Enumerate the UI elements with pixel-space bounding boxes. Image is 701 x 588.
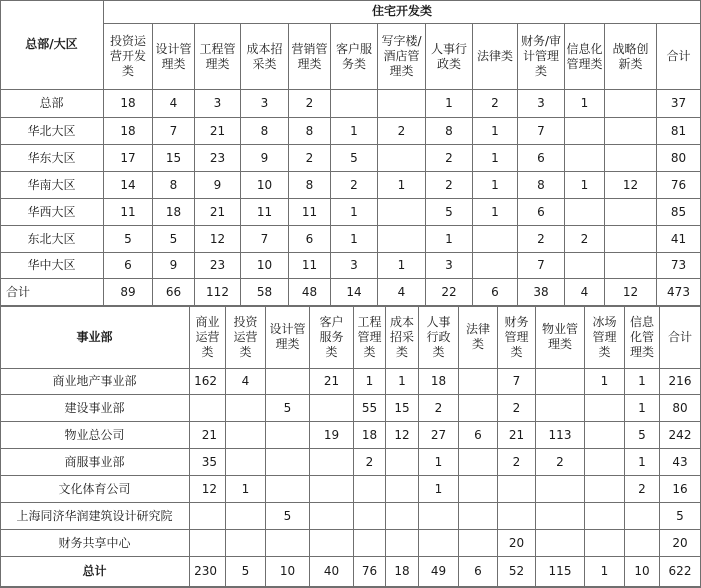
table-cell: [536, 530, 585, 557]
row-label: 物业总公司: [0, 422, 190, 449]
table-cell: [585, 395, 625, 422]
division-header: 事业部: [0, 306, 190, 369]
table-cell: 52: [498, 557, 536, 587]
table-cell: 18: [354, 422, 386, 449]
table-cell: 8: [289, 118, 331, 145]
row-label: 华中大区: [0, 253, 104, 279]
table-cell: 17: [104, 145, 153, 172]
table-cell: [266, 476, 310, 503]
column-header: 战略创 新类: [605, 24, 657, 90]
table-cell: [226, 449, 266, 476]
table-cell: 1: [585, 369, 625, 395]
table-cell: [310, 449, 354, 476]
table-cell: [585, 476, 625, 503]
table-cell: [378, 145, 426, 172]
table-cell: 112: [195, 279, 241, 306]
column-header: 工程管 理类: [195, 24, 241, 90]
table-cell: [226, 530, 266, 557]
table-cell: [605, 90, 657, 118]
table-cell: 18: [104, 118, 153, 145]
table-cell: [378, 199, 426, 226]
table-cell: 18: [104, 90, 153, 118]
table-cell: 15: [386, 395, 419, 422]
table-cell: [226, 422, 266, 449]
table-cell: 12: [605, 172, 657, 199]
table-cell: 2: [518, 226, 565, 253]
table-cell: [310, 530, 354, 557]
table-cell: [605, 199, 657, 226]
table-cell: 11: [104, 199, 153, 226]
table-cell: 3: [426, 253, 473, 279]
column-header: 信息 化管 理类: [625, 306, 660, 369]
row-label: 上海同济华润建筑设计研究院: [0, 503, 190, 530]
table-cell: 18: [419, 369, 459, 395]
table-cell: 12: [195, 226, 241, 253]
table-cell: [354, 476, 386, 503]
table-cell: 1: [378, 172, 426, 199]
table-cell: [354, 503, 386, 530]
table-cell: 115: [536, 557, 585, 587]
table-cell: 1: [473, 145, 518, 172]
table-cell: 5: [104, 226, 153, 253]
table-cell: 2: [498, 449, 536, 476]
row-label: 商服事业部: [0, 449, 190, 476]
table-cell: 162: [190, 369, 226, 395]
table-cell: [190, 530, 226, 557]
table-cell: 3: [241, 90, 289, 118]
table-cell: 81: [657, 118, 701, 145]
table-cell: 20: [498, 530, 536, 557]
table-cell: 2: [426, 172, 473, 199]
table-cell: 1: [331, 199, 378, 226]
table-cell: 1: [473, 199, 518, 226]
table-cell: 1: [473, 172, 518, 199]
table-cell: 10: [266, 557, 310, 587]
table-cell: [378, 226, 426, 253]
table-cell: 20: [660, 530, 701, 557]
column-header: 设计管 理类: [266, 306, 310, 369]
table-cell: 22: [426, 279, 473, 306]
table-cell: [226, 395, 266, 422]
table-cell: 6: [473, 279, 518, 306]
table-cell: [585, 530, 625, 557]
table-cell: 73: [657, 253, 701, 279]
table-cell: 23: [195, 145, 241, 172]
row-label: 东北大区: [0, 226, 104, 253]
table-cell: 80: [657, 145, 701, 172]
table-cell: [459, 449, 498, 476]
table-cell: 14: [104, 172, 153, 199]
table-cell: 4: [565, 279, 605, 306]
table-cell: 8: [241, 118, 289, 145]
table-cell: 7: [498, 369, 536, 395]
table-cell: 12: [190, 476, 226, 503]
table-cell: 1: [226, 476, 266, 503]
table-cell: 11: [241, 199, 289, 226]
table-cell: 21: [190, 422, 226, 449]
table-cell: 16: [660, 476, 701, 503]
table-cell: 8: [153, 172, 195, 199]
table-cell: 2: [536, 449, 585, 476]
row-label: 总计: [0, 557, 190, 587]
table-cell: 35: [190, 449, 226, 476]
row-label: 华西大区: [0, 199, 104, 226]
column-header: 人事 行政 类: [419, 306, 459, 369]
table-cell: 21: [498, 422, 536, 449]
row-label: 商业地产事业部: [0, 369, 190, 395]
table-cell: 1: [426, 226, 473, 253]
table-cell: [354, 530, 386, 557]
table-cell: 21: [310, 369, 354, 395]
row-label: 华北大区: [0, 118, 104, 145]
table-cell: [473, 253, 518, 279]
table-cell: 48: [289, 279, 331, 306]
table-cell: 41: [657, 226, 701, 253]
region-header: 总部/大区: [0, 0, 104, 90]
table-cell: 9: [241, 145, 289, 172]
table-cell: [190, 395, 226, 422]
column-header: 财务 管理 类: [498, 306, 536, 369]
table-cell: 1: [565, 172, 605, 199]
table-cell: [565, 253, 605, 279]
column-header: 营销管 理类: [289, 24, 331, 90]
column-header: 法律 类: [459, 306, 498, 369]
table-cell: [459, 395, 498, 422]
table-cell: [266, 422, 310, 449]
table-cell: [386, 476, 419, 503]
table-cell: [386, 503, 419, 530]
column-header: 财务/审 计管理 类: [518, 24, 565, 90]
table-cell: 12: [386, 422, 419, 449]
table-cell: 1: [625, 449, 660, 476]
table-cell: [565, 118, 605, 145]
table-cell: [605, 253, 657, 279]
row-label: 合计: [0, 279, 104, 306]
table-cell: [498, 476, 536, 503]
table-cell: 21: [195, 118, 241, 145]
table-cell: 5: [226, 557, 266, 587]
column-header: 合计: [657, 24, 701, 90]
table-cell: 1: [378, 253, 426, 279]
table-cell: 4: [226, 369, 266, 395]
table-cell: 1: [331, 118, 378, 145]
table-cell: 5: [426, 199, 473, 226]
table-cell: 18: [153, 199, 195, 226]
table-cell: 5: [153, 226, 195, 253]
row-label: 总部: [0, 90, 104, 118]
table-cell: [310, 395, 354, 422]
table-cell: [459, 530, 498, 557]
table-cell: 216: [660, 369, 701, 395]
table-cell: 7: [518, 253, 565, 279]
table-cell: 2: [354, 449, 386, 476]
column-header: 投资运 营开发 类: [104, 24, 153, 90]
table-cell: [605, 145, 657, 172]
table-cell: 9: [153, 253, 195, 279]
table-cell: 2: [498, 395, 536, 422]
row-label: 华东大区: [0, 145, 104, 172]
table-cell: [226, 503, 266, 530]
table-cell: [625, 530, 660, 557]
table-cell: 2: [565, 226, 605, 253]
group-header-residential: 住宅开发类: [104, 0, 701, 24]
column-header: 法律类: [473, 24, 518, 90]
table-cell: [625, 503, 660, 530]
table-cell: 230: [190, 557, 226, 587]
table-cell: 622: [660, 557, 701, 587]
table-cell: [190, 503, 226, 530]
table-cell: 1: [426, 90, 473, 118]
row-label: 华南大区: [0, 172, 104, 199]
column-header: 投资 运营 类: [226, 306, 266, 369]
table-cell: 58: [241, 279, 289, 306]
column-header: 成本招 采类: [241, 24, 289, 90]
column-header: 信息化 管理类: [565, 24, 605, 90]
table-cell: 49: [419, 557, 459, 587]
table-cell: [536, 503, 585, 530]
row-label: 文化体育公司: [0, 476, 190, 503]
table-cell: 43: [660, 449, 701, 476]
table-cell: [536, 476, 585, 503]
table-cell: 5: [266, 503, 310, 530]
table-cell: 113: [536, 422, 585, 449]
row-label: 建设事业部: [0, 395, 190, 422]
table-cell: 8: [518, 172, 565, 199]
table-cell: 1: [625, 395, 660, 422]
table-cell: 76: [354, 557, 386, 587]
table-cell: 15: [153, 145, 195, 172]
table-cell: 89: [104, 279, 153, 306]
table-cell: 11: [289, 253, 331, 279]
table-cell: 10: [241, 172, 289, 199]
table-cell: [331, 90, 378, 118]
table-cell: [498, 503, 536, 530]
table-cell: 6: [518, 199, 565, 226]
table-cell: 2: [289, 145, 331, 172]
table-cell: 18: [386, 557, 419, 587]
table-cell: 1: [625, 369, 660, 395]
table-cell: 9: [195, 172, 241, 199]
table-cell: 473: [657, 279, 701, 306]
table-cell: 80: [660, 395, 701, 422]
table-cell: 3: [195, 90, 241, 118]
table-cell: 1: [473, 118, 518, 145]
table-cell: 5: [660, 503, 701, 530]
table-cell: 2: [426, 145, 473, 172]
table-cell: 66: [153, 279, 195, 306]
table-cell: 7: [518, 118, 565, 145]
column-header: 客户 服务 类: [310, 306, 354, 369]
column-header: 成本 招采 类: [386, 306, 419, 369]
table-cell: [536, 395, 585, 422]
column-header: 工程 管理 类: [354, 306, 386, 369]
table-cell: 2: [419, 395, 459, 422]
table-cell: [565, 145, 605, 172]
column-header: 合计: [660, 306, 701, 369]
table-cell: [419, 530, 459, 557]
table-cell: [473, 226, 518, 253]
table-cell: 27: [419, 422, 459, 449]
table-cell: 85: [657, 199, 701, 226]
table-cell: 8: [426, 118, 473, 145]
table-cell: 10: [625, 557, 660, 587]
table-cell: 14: [331, 279, 378, 306]
table-cell: 40: [310, 557, 354, 587]
table-cell: 7: [153, 118, 195, 145]
table-cell: [605, 226, 657, 253]
table-cell: 1: [565, 90, 605, 118]
table-cell: 5: [625, 422, 660, 449]
table-cell: 5: [266, 395, 310, 422]
table-cell: [459, 476, 498, 503]
table-cell: 3: [518, 90, 565, 118]
table-cell: [459, 369, 498, 395]
table-cell: [419, 503, 459, 530]
table-cell: 4: [153, 90, 195, 118]
table-cell: 10: [241, 253, 289, 279]
table-cell: 6: [459, 557, 498, 587]
table-cell: [585, 503, 625, 530]
table-cell: [310, 476, 354, 503]
table-cell: 6: [289, 226, 331, 253]
table-cell: [565, 199, 605, 226]
table-cell: 3: [331, 253, 378, 279]
table-cell: [536, 369, 585, 395]
table-cell: 5: [331, 145, 378, 172]
table-cell: 242: [660, 422, 701, 449]
column-header: 写字楼/ 酒店管 理类: [378, 24, 426, 90]
table-cell: 1: [331, 226, 378, 253]
table-cell: 2: [473, 90, 518, 118]
table-cell: 38: [518, 279, 565, 306]
column-header: 商业 运营 类: [190, 306, 226, 369]
column-header: 物业管 理类: [536, 306, 585, 369]
table-cell: 2: [289, 90, 331, 118]
table-cell: 19: [310, 422, 354, 449]
column-header: 设计管 理类: [153, 24, 195, 90]
table-cell: [266, 369, 310, 395]
table-cell: 2: [625, 476, 660, 503]
table-cell: 2: [378, 118, 426, 145]
table-cell: 21: [195, 199, 241, 226]
column-header: 人事行 政类: [426, 24, 473, 90]
table-cell: 8: [289, 172, 331, 199]
table-cell: 4: [378, 279, 426, 306]
table-cell: 1: [354, 369, 386, 395]
table-cell: 23: [195, 253, 241, 279]
table-cell: [310, 503, 354, 530]
table-cell: 12: [605, 279, 657, 306]
table-cell: [386, 449, 419, 476]
table-cell: [459, 503, 498, 530]
table-cell: 7: [241, 226, 289, 253]
table-cell: 55: [354, 395, 386, 422]
table-cell: [266, 530, 310, 557]
column-header: 冰场 管理 类: [585, 306, 625, 369]
row-label: 财务共享中心: [0, 530, 190, 557]
table-cell: [605, 118, 657, 145]
table-cell: 1: [419, 449, 459, 476]
table-cell: 11: [289, 199, 331, 226]
table-cell: [266, 449, 310, 476]
table-cell: 6: [104, 253, 153, 279]
table-cell: 1: [419, 476, 459, 503]
table-cell: [585, 422, 625, 449]
table-cell: 6: [459, 422, 498, 449]
table-cell: 76: [657, 172, 701, 199]
table-cell: [386, 530, 419, 557]
table-cell: [585, 449, 625, 476]
column-header: 客户服 务类: [331, 24, 378, 90]
table-cell: 37: [657, 90, 701, 118]
table-cell: [378, 90, 426, 118]
table-cell: 1: [386, 369, 419, 395]
table-cell: 2: [331, 172, 378, 199]
table-cell: 6: [518, 145, 565, 172]
table-cell: 1: [585, 557, 625, 587]
